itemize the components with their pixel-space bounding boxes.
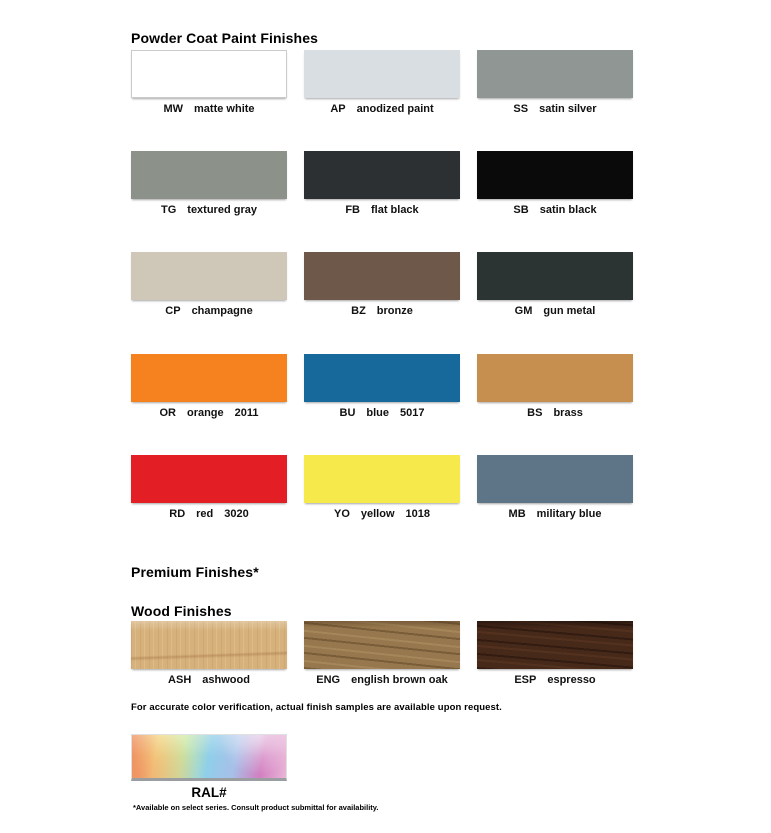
swatch-code: GM bbox=[514, 305, 533, 318]
swatch-number: 2011 bbox=[234, 406, 259, 419]
swatch-code: ESP bbox=[514, 674, 537, 686]
swatch-name: matte white bbox=[194, 103, 255, 115]
swatch-code: MW bbox=[163, 103, 184, 115]
ral-label: RAL# bbox=[191, 785, 227, 800]
swatch-color bbox=[304, 50, 460, 98]
swatch-color bbox=[131, 455, 287, 503]
swatch-code: FB bbox=[345, 204, 360, 217]
swatch-cell bbox=[304, 50, 460, 116]
swatch-code: OR bbox=[159, 406, 176, 419]
swatch-number: 1018 bbox=[405, 507, 430, 520]
swatch-name: orange bbox=[186, 406, 224, 419]
swatch-label bbox=[131, 305, 287, 318]
swatch-code: BU bbox=[339, 406, 356, 419]
swatch-color bbox=[131, 50, 287, 98]
swatch-label bbox=[304, 508, 460, 521]
swatch-cell bbox=[304, 354, 460, 420]
wood-finishes-title: Wood Finishes bbox=[131, 603, 232, 619]
swatch-code: ASH bbox=[168, 674, 192, 686]
swatch-color bbox=[477, 50, 633, 98]
swatch-code: TG bbox=[161, 204, 177, 217]
swatch-label bbox=[477, 103, 633, 116]
swatch-label bbox=[131, 508, 287, 521]
swatch-color bbox=[304, 252, 460, 300]
swatch-label bbox=[304, 407, 460, 420]
swatch-cell bbox=[304, 621, 460, 687]
swatch-code: SS bbox=[513, 103, 529, 115]
swatch-code: MB bbox=[508, 507, 526, 520]
swatch-cell bbox=[477, 252, 633, 318]
powder-coat-section-title: Powder Coat Paint Finishes bbox=[131, 30, 318, 46]
swatch-label bbox=[477, 674, 633, 687]
wood-swatch-grid bbox=[131, 621, 633, 687]
swatch-name: blue bbox=[366, 406, 390, 419]
swatch-code: BS bbox=[527, 406, 543, 419]
swatch-cell bbox=[131, 621, 287, 687]
swatch-name: satin silver bbox=[539, 103, 597, 115]
swatch-code: RD bbox=[169, 507, 186, 520]
swatch-color bbox=[477, 455, 633, 503]
swatch-cell bbox=[304, 455, 460, 521]
swatch-name: flat black bbox=[370, 204, 419, 217]
swatch-label bbox=[304, 305, 460, 318]
swatch-code: SB bbox=[513, 204, 529, 217]
swatch-color bbox=[304, 455, 460, 503]
swatch-cell bbox=[304, 151, 460, 217]
swatch-label bbox=[477, 305, 633, 318]
ral-block bbox=[131, 734, 287, 800]
swatch-cell bbox=[131, 252, 287, 318]
swatch-color bbox=[131, 151, 287, 199]
swatch-name: ashwood bbox=[202, 674, 250, 686]
swatch-name: military blue bbox=[536, 507, 602, 520]
swatch-name: english brown oak bbox=[351, 674, 448, 686]
swatch-color bbox=[477, 151, 633, 199]
swatch-name: satin black bbox=[539, 204, 597, 217]
powder-coat-swatch-grid bbox=[131, 50, 633, 521]
swatch-name: bronze bbox=[376, 305, 413, 318]
ral-swatch bbox=[131, 734, 287, 781]
swatch-cell bbox=[131, 455, 287, 521]
swatch-label bbox=[131, 674, 287, 687]
swatch-color bbox=[304, 621, 460, 669]
swatch-cell bbox=[477, 354, 633, 420]
swatch-color bbox=[304, 151, 460, 199]
swatch-color bbox=[477, 354, 633, 402]
swatch-label bbox=[131, 103, 287, 116]
swatch-name: espresso bbox=[547, 674, 596, 686]
swatch-label bbox=[477, 508, 633, 521]
swatch-code: BZ bbox=[351, 305, 366, 318]
swatch-cell bbox=[477, 50, 633, 116]
swatch-cell bbox=[131, 151, 287, 217]
swatch-color bbox=[131, 354, 287, 402]
swatch-number: 3020 bbox=[224, 507, 249, 520]
swatch-code: CP bbox=[165, 305, 181, 318]
swatch-cell bbox=[477, 621, 633, 687]
swatch-name: brass bbox=[553, 406, 583, 419]
swatch-label bbox=[304, 674, 460, 687]
swatch-cell bbox=[477, 151, 633, 217]
swatch-color bbox=[477, 621, 633, 669]
swatch-label bbox=[131, 407, 287, 420]
swatch-color bbox=[477, 252, 633, 300]
swatch-label bbox=[477, 407, 633, 420]
swatch-color bbox=[131, 621, 287, 669]
swatch-name: yellow bbox=[360, 507, 395, 520]
swatch-color bbox=[131, 252, 287, 300]
swatch-label bbox=[304, 204, 460, 217]
swatch-code: ENG bbox=[316, 674, 341, 686]
swatch-number: 5017 bbox=[400, 406, 425, 419]
sample-request-note: For accurate color verification, actual finish samples are available upon request. bbox=[131, 702, 502, 713]
swatch-code: AP bbox=[330, 103, 346, 115]
swatch-cell bbox=[477, 455, 633, 521]
swatch-cell bbox=[304, 252, 460, 318]
swatch-name: red bbox=[196, 507, 214, 520]
swatch-code: YO bbox=[333, 507, 350, 520]
swatch-label bbox=[477, 204, 633, 217]
swatch-label bbox=[304, 103, 460, 116]
availability-footnote: *Available on select series. Consult product submittal for availability. bbox=[133, 803, 379, 812]
swatch-name: champagne bbox=[191, 305, 253, 318]
swatch-name: anodized paint bbox=[356, 103, 434, 115]
swatch-cell bbox=[131, 354, 287, 420]
swatch-label bbox=[131, 204, 287, 217]
swatch-cell bbox=[131, 50, 287, 116]
swatch-color bbox=[304, 354, 460, 402]
swatch-name: textured gray bbox=[187, 204, 257, 217]
premium-finishes-title: Premium Finishes* bbox=[131, 564, 259, 580]
swatch-name: gun metal bbox=[543, 305, 596, 318]
